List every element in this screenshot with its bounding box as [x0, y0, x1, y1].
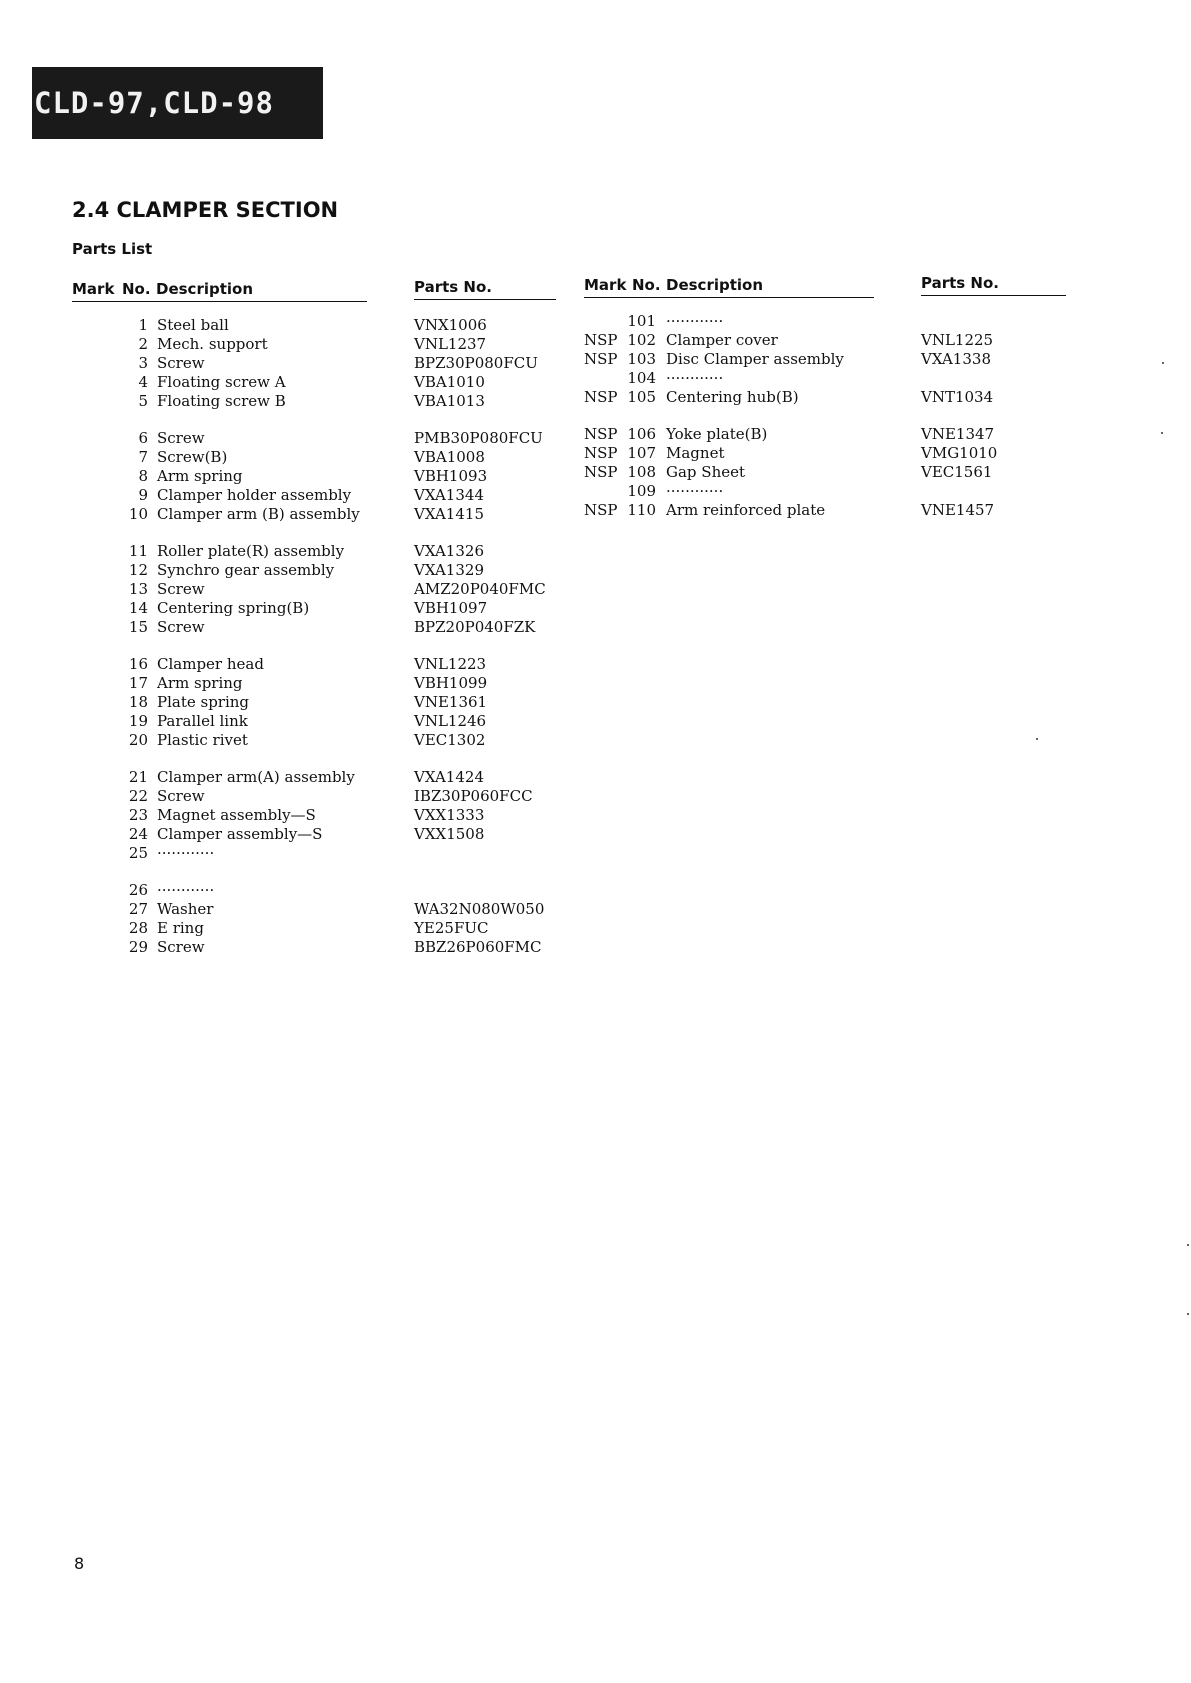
row-no: 17 — [128, 674, 148, 692]
row-description: Washer — [157, 900, 214, 918]
row-no: 110 — [627, 501, 656, 519]
row-no: 10 — [128, 505, 148, 523]
header-no: No. — [632, 276, 661, 294]
row-parts-no: VNX1006 — [414, 316, 487, 334]
row-no: 9 — [138, 486, 148, 504]
row-no: 26 — [128, 881, 148, 899]
row-description: ············ — [157, 844, 215, 862]
row-description: Steel ball — [157, 316, 229, 334]
row-mark: NSP — [584, 444, 618, 462]
row-no: 8 — [138, 467, 148, 485]
header-description: Description — [156, 280, 254, 298]
row-parts-no: VNT1034 — [921, 388, 994, 406]
row-mark: NSP — [584, 331, 618, 349]
row-description: Floating screw B — [157, 392, 286, 410]
row-description: Clamper head — [157, 655, 264, 673]
row-parts-no: VEC1561 — [921, 463, 993, 481]
row-description: Screw — [157, 580, 205, 598]
row-no: 1 — [138, 316, 148, 334]
row-no: 22 — [128, 787, 148, 805]
row-no: 12 — [128, 561, 148, 579]
header-parts-no: Parts No. — [414, 278, 492, 296]
row-no: 4 — [138, 373, 148, 391]
row-description: ············ — [666, 369, 724, 387]
row-description: Clamper holder assembly — [157, 486, 352, 504]
row-description: Disc Clamper assembly — [666, 350, 844, 368]
row-description: Arm spring — [157, 467, 243, 485]
row-mark: NSP — [584, 501, 618, 519]
row-mark: NSP — [584, 425, 618, 443]
row-description: Clamper arm(A) assembly — [157, 768, 355, 786]
row-parts-no: VNL1223 — [414, 655, 487, 673]
row-description: Synchro gear assembly — [157, 561, 335, 579]
row-parts-no: VMG1010 — [921, 444, 998, 462]
header-description: Description — [666, 276, 764, 294]
row-no: 13 — [128, 580, 148, 598]
row-description: Plate spring — [157, 693, 250, 711]
row-description: Clamper cover — [666, 331, 778, 349]
row-no: 15 — [128, 618, 148, 636]
row-parts-no: VXX1333 — [414, 806, 485, 824]
row-mark: NSP — [584, 388, 618, 406]
row-description: Screw(B) — [157, 448, 228, 466]
row-description: Magnet — [666, 444, 725, 462]
row-no: 3 — [138, 354, 148, 372]
row-description: ············ — [157, 881, 215, 899]
row-parts-no: WA32N080W050 — [414, 900, 545, 918]
row-description: Floating screw A — [157, 373, 286, 391]
right-table-header-parts — [921, 274, 1066, 296]
row-no: 106 — [627, 425, 656, 443]
row-description: Clamper arm (B) assembly — [157, 505, 360, 523]
row-no: 11 — [128, 542, 148, 560]
row-parts-no: VBH1099 — [414, 674, 488, 692]
row-parts-no: PMB30P080FCU — [414, 429, 543, 447]
row-no: 102 — [627, 331, 656, 349]
row-description: Mech. support — [157, 335, 268, 353]
row-parts-no: VXA1326 — [414, 542, 484, 560]
row-description: Yoke plate(B) — [666, 425, 768, 443]
row-parts-no: VNE1361 — [414, 693, 488, 711]
row-description: Screw — [157, 429, 205, 447]
row-parts-no: VBA1008 — [414, 448, 485, 466]
row-parts-no: IBZ30P060FCC — [414, 787, 533, 805]
row-parts-no: VNE1347 — [921, 425, 995, 443]
model-title: CLD-97,CLD-98 — [34, 86, 274, 120]
row-parts-no: VEC1302 — [414, 731, 486, 749]
row-no: 104 — [627, 369, 656, 387]
row-parts-no: VXA1424 — [414, 768, 484, 786]
row-no: 109 — [627, 482, 656, 500]
row-no: 101 — [627, 312, 656, 330]
scan-speck — [1162, 362, 1164, 364]
row-no: 2 — [138, 335, 148, 353]
row-description: Screw — [157, 787, 205, 805]
row-parts-no: VBH1093 — [414, 467, 488, 485]
row-no: 107 — [627, 444, 656, 462]
row-parts-no: AMZ20P040FMC — [414, 580, 546, 598]
header-mark: Mark — [72, 280, 115, 298]
row-parts-no: VBA1010 — [414, 373, 485, 391]
row-no: 5 — [138, 392, 148, 410]
row-no: 18 — [128, 693, 148, 711]
header-no: No. — [122, 280, 151, 298]
row-parts-no: VNL1237 — [414, 335, 487, 353]
row-description: Screw — [157, 618, 205, 636]
row-parts-no: VNL1246 — [414, 712, 487, 730]
row-parts-no: VXA1329 — [414, 561, 484, 579]
row-no: 108 — [627, 463, 656, 481]
row-description: Screw — [157, 938, 205, 956]
left-table-header-parts — [414, 278, 556, 300]
row-no: 23 — [128, 806, 148, 824]
row-mark: NSP — [584, 463, 618, 481]
row-parts-no: VNL1225 — [921, 331, 994, 349]
row-description: Magnet assembly—S — [157, 806, 316, 824]
row-description: Centering spring(B) — [157, 599, 310, 617]
row-description: Plastic rivet — [157, 731, 248, 749]
row-parts-no: BPZ30P080FCU — [414, 354, 538, 372]
row-description: Arm reinforced plate — [666, 501, 826, 519]
scan-speck — [1187, 1313, 1189, 1315]
parts-list-label: Parts List — [72, 240, 153, 258]
page-number: 8 — [74, 1554, 85, 1573]
row-description: Gap Sheet — [666, 463, 746, 481]
row-no: 27 — [128, 900, 148, 918]
row-no: 20 — [128, 731, 148, 749]
row-no: 21 — [128, 768, 148, 786]
row-no: 105 — [627, 388, 656, 406]
row-no: 25 — [128, 844, 148, 862]
model-banner — [32, 67, 323, 139]
row-parts-no: VXA1415 — [414, 505, 484, 523]
header-mark: Mark — [584, 276, 627, 294]
row-description: Roller plate(R) assembly — [157, 542, 345, 560]
row-no: 24 — [128, 825, 148, 843]
row-no: 16 — [128, 655, 148, 673]
scan-speck — [1161, 432, 1163, 434]
row-parts-no: VXA1344 — [414, 486, 484, 504]
scan-speck — [1036, 738, 1038, 740]
row-parts-no: VBH1097 — [414, 599, 488, 617]
row-description: Parallel link — [157, 712, 248, 730]
row-description: Centering hub(B) — [666, 388, 799, 406]
section-title: 2.4 CLAMPER SECTION — [72, 198, 339, 222]
row-description: E ring — [157, 919, 204, 937]
row-parts-no: BPZ20P040FZK — [414, 618, 536, 636]
row-no: 19 — [128, 712, 148, 730]
right-table-header — [584, 276, 874, 298]
row-parts-no: VXX1508 — [414, 825, 485, 843]
row-parts-no: VBA1013 — [414, 392, 485, 410]
row-mark: NSP — [584, 350, 618, 368]
row-no: 28 — [128, 919, 148, 937]
left-table-header — [72, 280, 367, 302]
row-no: 29 — [128, 938, 148, 956]
row-no: 103 — [627, 350, 656, 368]
header-parts-no: Parts No. — [921, 274, 999, 292]
scan-speck — [1187, 1244, 1189, 1246]
row-no: 7 — [138, 448, 148, 466]
row-description: ············ — [666, 312, 724, 330]
row-description: Arm spring — [157, 674, 243, 692]
row-no: 6 — [138, 429, 148, 447]
row-no: 14 — [128, 599, 148, 617]
row-description: Screw — [157, 354, 205, 372]
row-description: Clamper assembly—S — [157, 825, 323, 843]
row-parts-no: VNE1457 — [921, 501, 995, 519]
row-parts-no: BBZ26P060FMC — [414, 938, 542, 956]
row-description: ············ — [666, 482, 724, 500]
row-parts-no: VXA1338 — [921, 350, 991, 368]
row-parts-no: YE25FUC — [414, 919, 489, 937]
